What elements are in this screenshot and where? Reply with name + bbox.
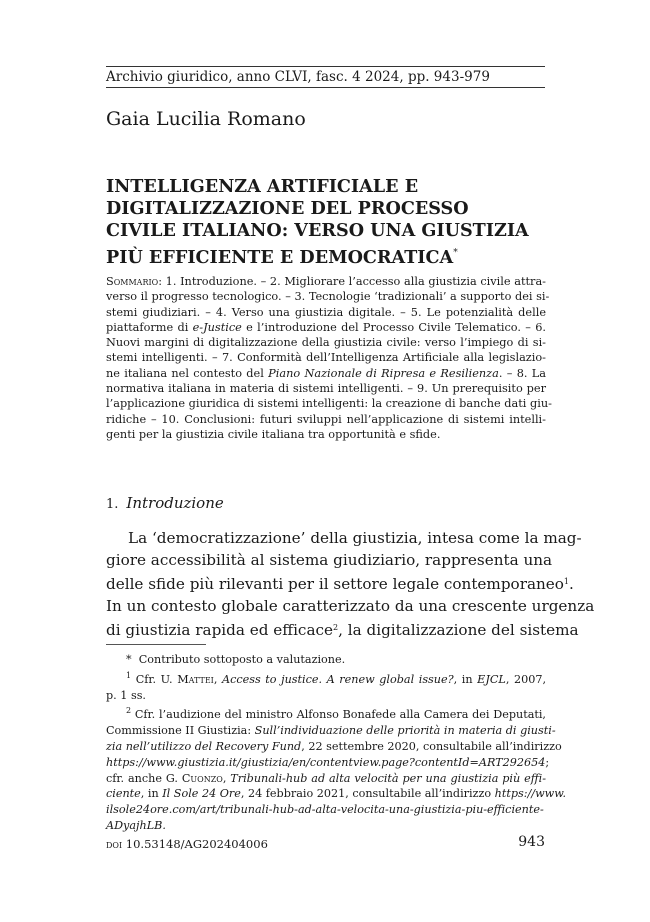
summary-line: normativa italiana in materia di sistemi intelligenti. – 9. Un prerequisito per <box>106 382 546 396</box>
footnote-2-line: https://www.giustizia.it/giustizia/en/contentview.page?contentId=ART292654; <box>106 755 550 769</box>
body-text <box>106 527 595 641</box>
summary-line: ridiche – 10. Conclusioni: futuri sviluppi nell’applicazione di sistemi intelli- <box>106 412 546 426</box>
doi <box>106 837 268 851</box>
footnote-2-line[interactable] <box>106 818 546 834</box>
section-number: 1. <box>106 497 119 512</box>
footnote-1-cont: p. 1 ss. <box>106 688 146 702</box>
summary-line: stemi intelligenti. – 7. Conformità dell’Intelligenza Artificiale alla legislazio- <box>106 351 546 365</box>
body-line: delle sfide più rilevanti per il settore legale contemporaneo$^1$. <box>106 575 574 593</box>
summary-line: genti per la giustizia civile italiana tra opportunità e sfide. <box>106 427 441 441</box>
title-line: PIÙ EFFICIENTE E DEMOCRATICA* <box>106 247 458 268</box>
summary-line: piattaforme di e-Justice e l’introduzione del Processo Civile Telematico. – 6. <box>106 320 546 334</box>
header-bottom-rule <box>106 87 545 88</box>
summary-line: stemi giudiziari. – 4. Verso una giustizia digitale. – 5. Le potenzialità delle <box>106 305 546 319</box>
footnote-star: * Contributo sottoposto a valutazione. <box>126 653 346 666</box>
footnote-1: $^1$ Cfr. U. Mattei, Access to justice. A renew global issue?, in EJCL, 2007, <box>126 670 547 686</box>
footnote-2-line: cfr. anche G. Cuonzo, Tribunali-hub ad alta velocità per una giustizia più effi- <box>106 771 547 785</box>
body-line: La ‘democratizzazione’ della giustizia, intesa come la mag- <box>128 529 582 547</box>
title-footnote-marker: * <box>453 248 458 258</box>
author-name: Gaia Lucilia Romano <box>106 108 306 130</box>
title-line: INTELLIGENZA ARTIFICIALE E <box>106 176 419 197</box>
footnotes <box>106 652 567 834</box>
article-title <box>106 176 546 269</box>
title-line: CIVILE ITALIANO: VERSO UNA GIUSTIZIA <box>106 220 529 241</box>
summary-line: ne italiana nel contesto del Piano Nazionale di Ripresa e Resilienza. – 8. La <box>106 366 546 380</box>
body-line: giore accessibilità al sistema giudiziario, rappresenta una <box>106 551 553 569</box>
doi-value: 10.53148/AG202404006 <box>125 837 268 851</box>
title-line: DIGITALIZZAZIONE DEL PROCESSO <box>106 198 469 219</box>
footnote-ref: 1 <box>563 577 570 586</box>
summary-line: l’applicazione giuridica di sistemi intelligenti: la creazione di banche dati giu- <box>106 397 552 411</box>
summary-line: Sommario: 1. Introduzione. – 2. Migliorare l’accesso alla giustizia civile attra- <box>106 275 546 288</box>
footnote-ref: 2 <box>333 623 339 632</box>
footnote-2-line[interactable] <box>106 802 546 818</box>
body-line: In un contesto globale caratterizzato da una crescente urgenza <box>106 597 595 615</box>
journal-citation: Archivio giuridico, anno CLVI, fasc. 4 2024, pp. 943-979 <box>106 69 490 85</box>
section-heading <box>106 494 224 512</box>
footnote-2-line: zia nell’utilizzo del Recovery Fund, 22 settembre 2020, consultabile all’indirizzo <box>106 739 562 753</box>
page-number: 943 <box>518 834 545 850</box>
footnote-rule <box>106 644 206 645</box>
footnote-2: $^2$ Cfr. l’audizione del ministro Alfonso Bonafede alla Camera dei Deputati, <box>126 706 546 722</box>
summary-label: Sommario: <box>106 275 163 288</box>
footnote-url[interactable]: https://www.giustizia.it/giustizia/en/contentview.page?contentId=ART292654 <box>106 755 546 769</box>
footnote-url: ilsole24ore.com/art/tribunali-hub-ad-alta-velocita-una-giustizia-piu-efficiente- <box>106 803 544 817</box>
footnote-2-line: Commissione II Giustizia: Sull’individuazione delle priorità in materia di giusti- <box>106 724 556 738</box>
footnote-url[interactable]: https://www. <box>494 787 567 801</box>
summary-line: Nuovi margini di digitalizzazione della giustizia civile: verso l’impiego di si- <box>106 336 546 350</box>
doi-label: doi <box>106 837 123 851</box>
summary-line: verso il progresso tecnologico. – 3. Tecnologie ‘tradizionali’ a supporto dei si- <box>106 290 550 304</box>
body-line: di giustizia rapida ed efficace$^2$, la digitalizzazione del sistema <box>106 621 579 639</box>
footnote-url: ADyajhLB. <box>106 818 166 832</box>
section-title: Introduzione <box>126 494 224 512</box>
header-top-rule <box>106 66 545 67</box>
summary <box>106 274 552 442</box>
footnote-2-line: ciente, in Il Sole 24 Ore, 24 febbraio 2021, consultabile all’indirizzo https://www. <box>106 787 567 801</box>
